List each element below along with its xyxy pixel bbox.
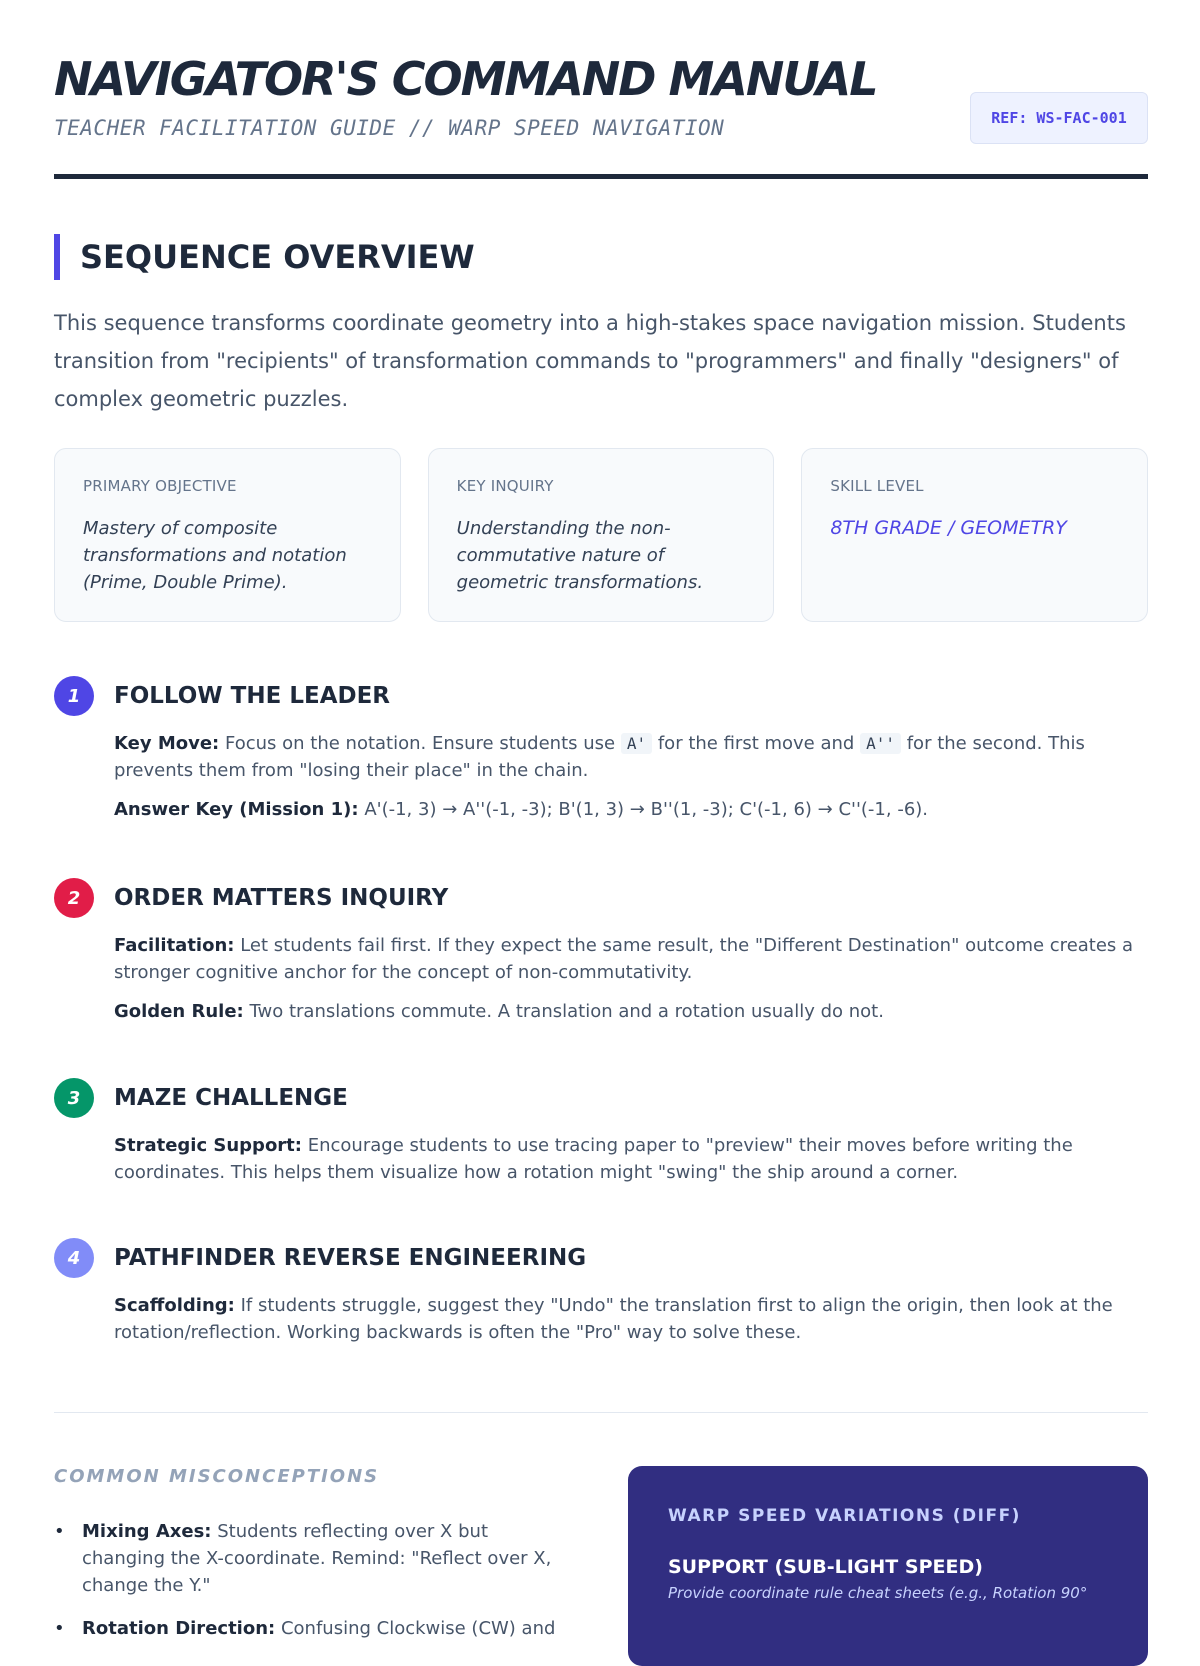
variations-heading: WARP SPEED VARIATIONS (DIFF) <box>668 1506 1021 1526</box>
misconceptions-heading: COMMON MISCONCEPTIONS <box>54 1466 380 1487</box>
misconceptions-list <box>54 1518 574 1658</box>
step-label: Answer Key (Mission 1): <box>114 799 359 820</box>
misconception-text: Confusing Clockwise (CW) and <box>280 1618 556 1639</box>
step-number-badge: 4 <box>54 1238 94 1278</box>
step-number-badge: 1 <box>54 676 94 716</box>
card-value: 8TH GRADE / GEOMETRY <box>830 517 1067 539</box>
page-title: NAVIGATOR'S COMMAND MANUAL <box>54 52 877 106</box>
section-divider <box>54 1412 1148 1413</box>
step-text: Two translations commute. A translation and a rotation usually do not. <box>249 1001 884 1022</box>
step-paragraph <box>114 1292 1148 1346</box>
key-inquiry-card <box>428 448 775 622</box>
misconception-text: Students reflecting over X but changing the X-coordinate. Remind: "Reflect over X, change the Y." <box>82 1521 552 1596</box>
support-variation-title: SUPPORT (SUB-LIGHT SPEED) <box>668 1556 983 1578</box>
step-paragraph <box>114 796 1148 823</box>
notation-code: A' <box>621 733 652 754</box>
step-label: Scaffolding: <box>114 1295 235 1316</box>
list-item <box>54 1615 574 1642</box>
notation-code: A'' <box>860 733 901 754</box>
step-text: If students struggle, suggest they "Undo" the translation first to align the origin, then look at the rotation/reflection. Working backwards is often the "Pro" way to solve these. <box>114 1295 1113 1343</box>
step-title: MAZE CHALLENGE <box>114 1085 348 1111</box>
primary-objective-card <box>54 448 401 622</box>
reference-badge: REF: WS-FAC-001 <box>970 92 1148 144</box>
step-text: A'(-1, 3) → A''(-1, -3); B'(1, 3) → B''(1, -3); C'(-1, 6) → C''(-1, -6). <box>364 799 929 820</box>
overview-cards <box>54 448 1148 622</box>
step-body <box>114 1132 1148 1198</box>
card-value: Mastery of composite transformations and notation (Prime, Double Prime). <box>83 518 347 593</box>
step-number-badge: 3 <box>54 1078 94 1118</box>
facilitation-guide-page <box>54 0 1148 1639</box>
step-number-badge: 2 <box>54 878 94 918</box>
page-subtitle: TEACHER FACILITATION GUIDE // WARP SPEED NAVIGATION <box>54 116 725 140</box>
step-paragraph <box>114 998 1148 1025</box>
support-variation-text: Provide coordinate rule cheat sheets (e.g., Rotation 90° <box>668 1584 1088 1602</box>
step-label: Facilitation: <box>114 935 235 956</box>
step-title: FOLLOW THE LEADER <box>114 683 391 709</box>
step-paragraph <box>114 1132 1148 1186</box>
card-value: Understanding the non-commutative nature of geometric transformations. <box>456 518 704 593</box>
card-label: KEY INQUIRY <box>456 477 554 495</box>
step-text: Focus on the notation. Ensure students use <box>225 733 616 754</box>
step-body <box>114 1292 1148 1358</box>
step-paragraph <box>114 932 1148 986</box>
step-text: Encourage students to use tracing paper to "preview" their moves before writing the coordinates. This helps them visualize how a rotation might "swing" the ship around a corner. <box>114 1135 1073 1183</box>
misconception-label: Mixing Axes: <box>82 1521 212 1542</box>
card-label: SKILL LEVEL <box>830 477 924 495</box>
overview-intro: This sequence transforms coordinate geometry into a high-stakes space navigation mission. Students transition from "recipients" of transformation commands to "programmers" and finally "designers" of complex geometric puzzles. <box>54 311 1126 411</box>
card-label: PRIMARY OBJECTIVE <box>83 477 237 495</box>
list-item <box>54 1518 574 1599</box>
skill-level-card <box>801 448 1148 622</box>
misconception-label: Rotation Direction: <box>82 1618 276 1639</box>
step-label: Key Move: <box>114 733 220 754</box>
step-title: PATHFINDER REVERSE ENGINEERING <box>114 1245 587 1271</box>
step-text: for the first move and <box>657 733 855 754</box>
step-body <box>114 730 1148 835</box>
sequence-overview-heading: SEQUENCE OVERVIEW <box>54 234 654 280</box>
step-title: ORDER MATTERS INQUIRY <box>114 885 449 911</box>
step-text: for the second. This prevents them from "losing their place" in the chain. <box>114 733 1085 781</box>
step-label: Strategic Support: <box>114 1135 302 1156</box>
step-text: Let students fail first. If they expect the same result, the "Different Destination" outcome creates a stronger cognitive anchor for the concept of non-commutativity. <box>114 935 1134 983</box>
step-body <box>114 932 1148 1037</box>
step-paragraph <box>114 730 1148 784</box>
step-label: Golden Rule: <box>114 1001 244 1022</box>
warp-speed-variations-panel <box>628 1466 1148 1666</box>
header-divider <box>54 174 1148 179</box>
